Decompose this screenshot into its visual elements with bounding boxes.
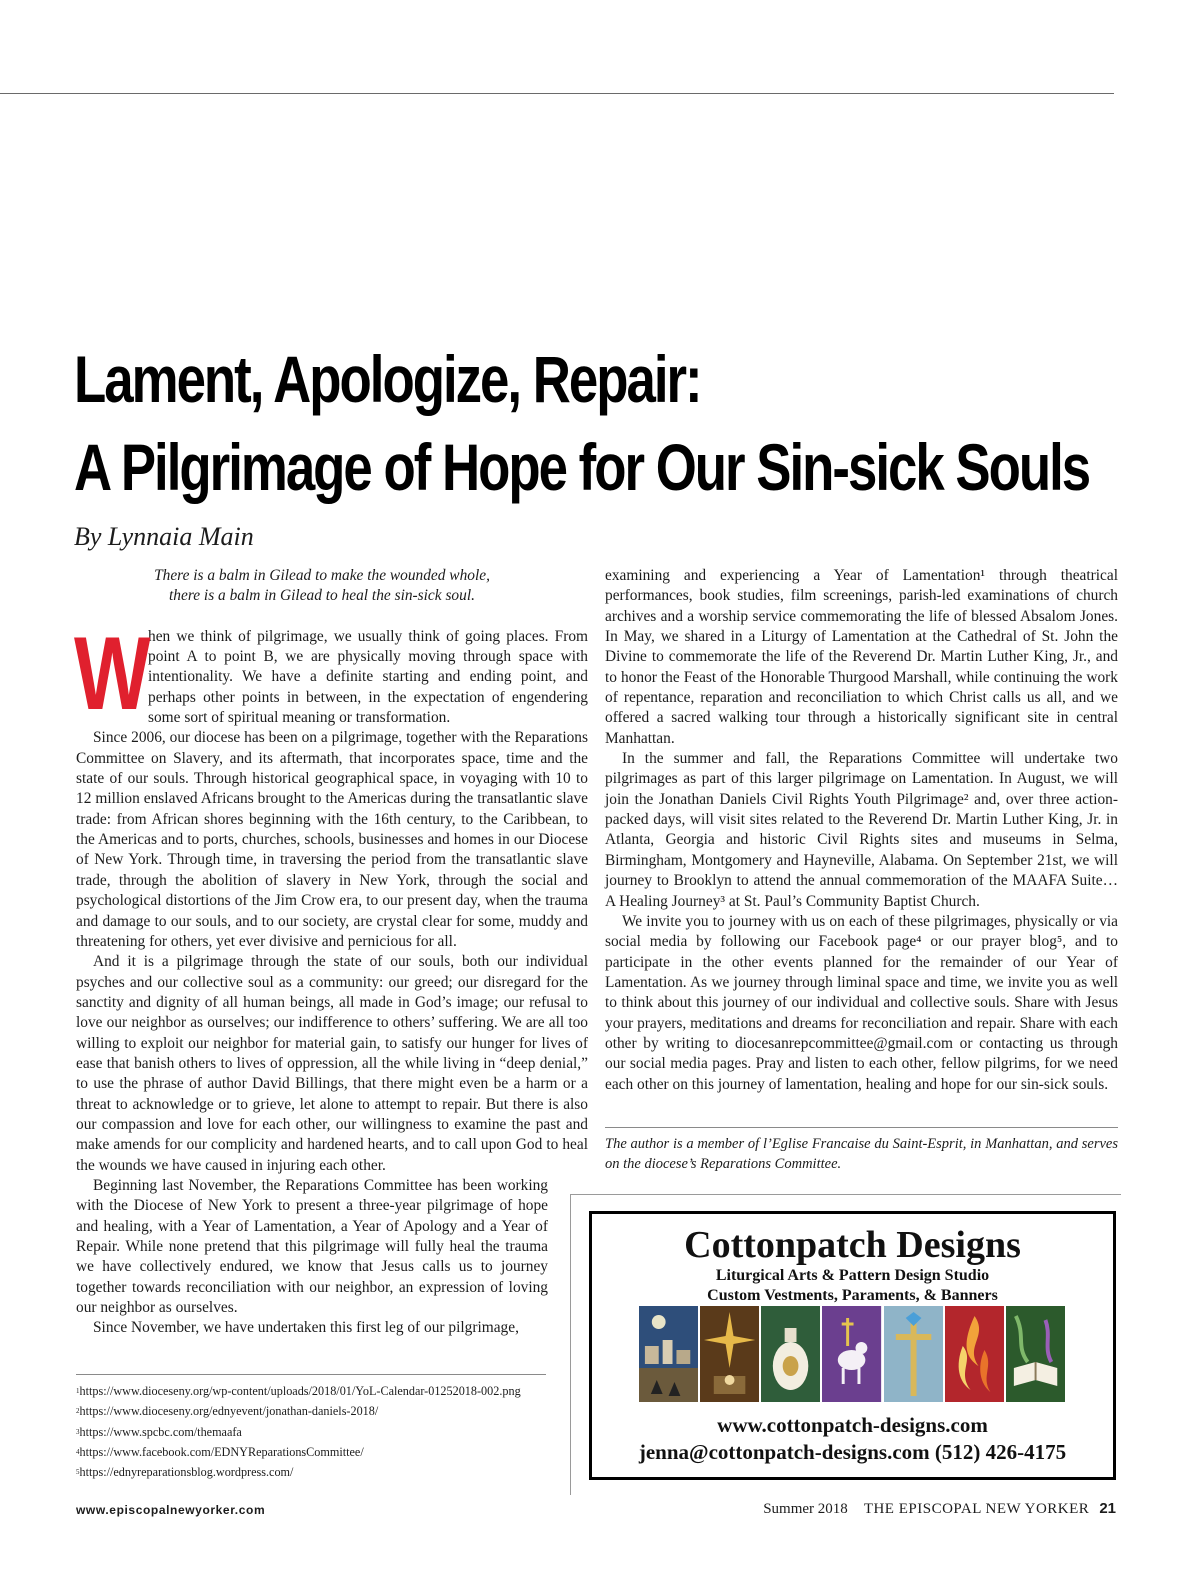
footnote-item (76, 1442, 546, 1462)
paragraph-4: Beginning last November, the Reparations Committee has been working with the Diocese of New York to present a three-year pilgrimage of hope and healing, with a Year of Lamentation, a Year of Apology and a Year of Repair. While none pretend that this pilgrimage will fully heal the trauma we have collectively endured, we know that Jesus calls us to journey together towards reconciliation with our neighbor, an expression of loving our neighbor as ourselves. (76, 1176, 548, 1317)
ad-tagline-2: Custom Vestments, Paraments, & Banners (707, 1287, 998, 1304)
headline-line-2: A Pilgrimage of Hope for Our Sin-sick Souls (74, 430, 1090, 504)
footnote-url[interactable]: https://ednyreparationsblog.wordpress.com/ (79, 1465, 294, 1480)
byline: By Lynnaia Main (74, 522, 254, 551)
ad-tagline-1: Liturgical Arts & Pattern Design Studio (715, 1267, 990, 1284)
footer-website[interactable]: www.episcopalnewyorker.com (76, 1503, 266, 1517)
left-column (76, 566, 588, 1339)
paragraph-5: Since November, we have undertaken this first leg of our pilgrimage, (93, 1319, 519, 1337)
footnotes (76, 1374, 546, 1482)
paragraph-r1: examining and experiencing a Year of Lamentation¹ through theatrical performances, book studies, film screenings, parish-led examinations of church archives and a worship service commemorating the life of blessed Absalom Jones. In May, we shared in a Liturgy of Lamentation at the Cathedral of St. John the Divine to commemorate the life of the Reverend Dr. Martin Luther King, Jr., and to honor the Feast of the Honorable Thurgood Marshall, while continuing the work of repentance, reparation and reconciliation to which Christ calls us all, and we offered a sacred walking tour through a historically significant site in central Manhattan. (605, 567, 1118, 747)
footnote-url[interactable]: https://www.dioceseny.org/wp-content/uploads/2018/01/YoL-Calendar-01252018-002.png (79, 1384, 521, 1398)
paragraph-r2: In the summer and fall, the Reparations Committee will undertake two pilgrimages as part of this larger pilgrimage on Lamentation. In August, we will join the Jonathan Daniels Civil Rights Youth Pilgrimage² and, over three action-packed days, will visit sites related to the Reverend Dr. Martin Luther King, Jr. in Atlanta, Georgia and historic Civil Rights sites and museums in Selma, Birmingham, Montgomery and Hayneville, Alabama. On September 21st, we will journey to Brooklyn to attend the annual commemoration of the MAAFA Suite…A Healing Journey³ at St. Paul’s Community Baptist Church. (605, 750, 1118, 910)
footnote-number: 4 (76, 1447, 80, 1456)
right-column (605, 566, 1118, 1095)
paragraph-1-text: hen we think of pilgrimage, we usually think of going places. From point A to point B, we are physically moving through space with intentionality. We have a definite starting and ending point, and perhaps other points in between, in the expectation of engendering some sort of spiritual meaning or transformation. (148, 627, 588, 727)
footer-publication-info (763, 1500, 1116, 1518)
footer-issue: Summer 2018 (763, 1501, 848, 1517)
article-headline (74, 335, 1090, 511)
paragraph-1 (74, 615, 588, 732)
footnote-number: 1 (76, 1387, 80, 1395)
top-rule (0, 93, 1114, 94)
footnote-number: 3 (76, 1427, 80, 1436)
footnote-url[interactable]: https://www.facebook.com/EDNYReparationsCommittee/ (79, 1444, 364, 1459)
paragraph-3: And it is a pilgrimage through the state of our souls, both our individual psyches and our collective soul as a community: our greed; our disregard for the sanctity and dignity of all human beings, all made in God’s image; our refusal to love our neighbor as ourselves; our indifference to others’ suffering. We are all too willing to exploit our neighbor for material gain, to satisfy our hunger for lives of ease that banish others to lives of oppression, all the while living in “deep denial,” to use the phrase of author David Billings, that there might even be a harm or a threat to acknowledge or to grieve, let alone to attempt to repair. But there is also our compassion and love for each other, our willingness to examine the past and make amends for our complicity and hardened hearts, and to call upon God to heal the wounds we have caused in injuring each other. (76, 953, 588, 1174)
footnote-item (76, 1422, 546, 1442)
headline-line-1: Lament, Apologize, Repair: (74, 342, 701, 416)
epigraph-line-2: there is a balm in Gilead to heal the sin-sick soul. (169, 587, 475, 605)
footnote-item (76, 1462, 546, 1482)
footnote-number: 5 (76, 1468, 80, 1477)
vestment-panels (639, 1306, 1065, 1402)
panel-vessels (761, 1306, 820, 1402)
epigraph-line-1: There is a balm in Gilead to make the wounded whole, (154, 567, 490, 584)
author-note: The author is a member of l’Eglise Francaise du Saint-Esprit, in Manhattan, and serves on the diocese’s Reparations Committee. (605, 1136, 1118, 1173)
footnote-url[interactable]: https://www.spcbc.com/themaafa (79, 1424, 242, 1439)
panel-cross (884, 1306, 943, 1402)
panel-lamb (822, 1306, 881, 1402)
ad-contact[interactable]: jenna@cottonpatch-designs.com (512) 426-4175 (638, 1440, 1067, 1464)
cottonpatch-advertisement[interactable] (589, 1211, 1116, 1480)
ad-title: Cottonpatch Designs (684, 1224, 1021, 1266)
panel-star (700, 1306, 759, 1402)
drop-cap: W (74, 615, 151, 732)
paragraph-r3: We invite you to journey with us on each of these pilgrimages, physically or via social media by following our Facebook page⁴ or our prayer blog⁵, and to participate in the other events planned for the remainder of our Year of Lamentation. As we journey through liminal space and time, we invite you as well to think about this journey of our individual and collective souls. Share with Jesus your prayers, meditations and dreams for reconciliation and repair. Share with each other by writing to diocesanrepcommittee@gmail.com or contacting us through our social media pages. Pray and listen to each other, fellow pilgrims, for we need each other on this journey of lamentation, healing and hope for our sin-sick souls. (605, 912, 1118, 1093)
footnote-number: 2 (76, 1407, 80, 1416)
panel-night-journey (639, 1306, 698, 1402)
page-number: 21 (1099, 1500, 1116, 1517)
epigraph (76, 566, 588, 607)
panel-flames (945, 1306, 1004, 1402)
author-note-divider (605, 1127, 1118, 1128)
ad-website[interactable]: www.cottonpatch-designs.com (717, 1413, 988, 1437)
paragraph-2: Since 2006, our diocese has been on a pilgrimage, together with the Reparations Committee on Slavery, and its aftermath, that incorporates space, time and the state of our souls. Through historical geographical space, in voyaging with 10 to 12 million enslaved Africans brought to the Americas during the transatlantic slave trade: from African shores beginning with the 16th century, to the Caribbean, to the Americas and to ports, churches, schools, businesses and homes in our Diocese of New York. Through time, in traversing the period from the transatlantic slave trade, through the abolition of slavery in New York, through the social and psychological distortions of the Jim Crow era, to our present day, when the trauma and damage to our souls, and to our society, are crystal clear for some, muddy and threatening for others, yet ever divisive and pernicious for all. (76, 729, 588, 950)
footer-publication: THE EPISCOPAL NEW YORKER (863, 1501, 1090, 1517)
footnote-url[interactable]: https://www.dioceseny.org/ednyevent/jonathan-daniels-2018/ (79, 1404, 379, 1419)
panel-book (1006, 1306, 1065, 1402)
footnote-item (76, 1401, 546, 1421)
footnote-item (76, 1381, 546, 1401)
